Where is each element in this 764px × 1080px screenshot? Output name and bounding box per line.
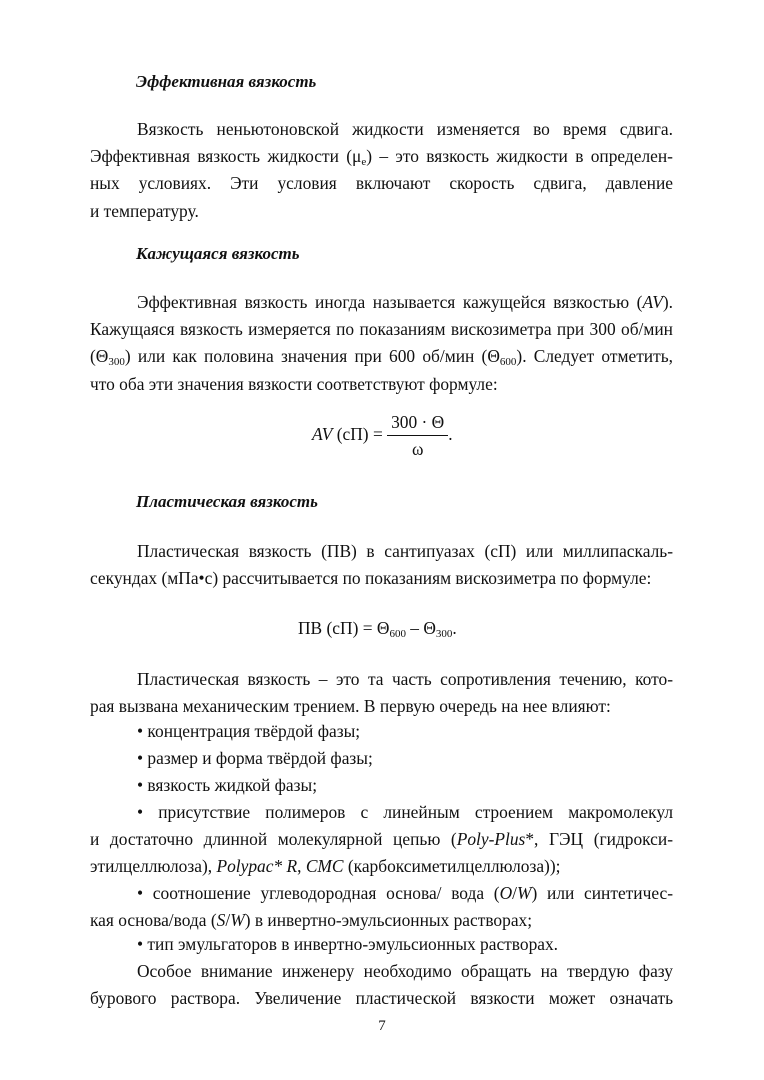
text-line: Особое внимание инженеру необходимо обращать на твердую фазу	[137, 961, 673, 981]
list-item: • концентрация твёрдой фазы;	[137, 721, 361, 741]
list-item-polymers	[90, 799, 673, 881]
list-item: • вязкость жидкой фазы;	[137, 775, 318, 795]
text-line: • соотношение углеводородная основа/ вода (O/W) или синтетичес-	[137, 883, 673, 903]
text-line: и достаточно длинной молекулярной цепью (Poly-Plus*, ГЭЦ (гидрокси-	[90, 829, 673, 850]
text-line: Пластическая вязкость – это та часть сопротивления течению, кото-	[137, 669, 673, 689]
heading-plastic-viscosity: Пластическая вязкость	[136, 492, 318, 511]
text-line: Вязкость неньютоновской жидкости изменяется во время сдвига.	[137, 119, 673, 139]
heading-effective-viscosity: Эффективная вязкость	[136, 72, 317, 91]
text-line: Эффективная вязкость иногда называется кажущейся вязкостью (AV).	[137, 292, 673, 312]
paragraph-plastic-definition	[90, 666, 673, 720]
page-number: 7	[378, 1018, 386, 1034]
paragraph-effective-viscosity	[90, 116, 673, 225]
paragraph-solids-attention	[90, 958, 673, 1012]
text-line: кая основа/вода (S/W) в инвертно-эмульсионных растворах;	[90, 910, 533, 931]
text-line: Эффективная вязкость жидкости $(\mu_e)$ – это вязкость жидкости в определен-	[90, 146, 673, 169]
text-line: ных условиях. Эти условия включают скорость сдвига, давление	[90, 173, 673, 194]
paragraph-plastic-viscosity	[90, 538, 673, 592]
text-line: Пластическая вязкость (ПВ) в сантипуазах (сП) или миллипаскаль-	[137, 541, 673, 561]
fraction: $\frac{300 \cdot \Theta}{\omega}$	[387, 412, 448, 460]
text-line: • присутствие полимеров с линейным строением макромолекул	[137, 802, 673, 822]
text-line: бурового раствора. Увеличение пластической вязкости может означать	[90, 988, 673, 1009]
text-line: рая вызвана механическим трением. В первую очередь на нее влияют:	[90, 696, 611, 717]
list-item-oil-water-ratio	[90, 880, 673, 934]
text-line: что оба эти значения вязкости соответствуют формуле:	[90, 373, 498, 394]
formula-plastic-viscosity: ПВ $(сП) = \Theta_{600} - \Theta_{300}$.	[298, 618, 457, 640]
formula-apparent-viscosity: AV (сП) = $\frac{300 \cdot \Theta}{\omega}$ .	[312, 412, 453, 459]
text-line: и температуру.	[90, 200, 199, 221]
heading-apparent-viscosity: Кажущаяся вязкость	[136, 244, 300, 263]
text-line: Кажущаяся вязкость измеряется по показаниям вискозиметра при 300 об/мин	[90, 319, 673, 340]
list-item: • тип эмульгаторов в инвертно-эмульсионных растворах.	[137, 934, 559, 954]
text-line: этилцеллюлоза), Polypac* R, CMC (карбоксиметилцеллюлоза));	[90, 856, 561, 877]
text-line: секундах (мПа•с) рассчитывается по показаниям вискозиметра по формуле:	[90, 568, 652, 589]
list-item: • размер и форма твёрдой фазы;	[137, 748, 373, 768]
paragraph-apparent-viscosity	[90, 289, 673, 398]
text-line: $(\Theta_{300})$ или как половина значения при 600 об/мин $(\Theta_{600})$. Следует отметить,	[90, 346, 673, 369]
